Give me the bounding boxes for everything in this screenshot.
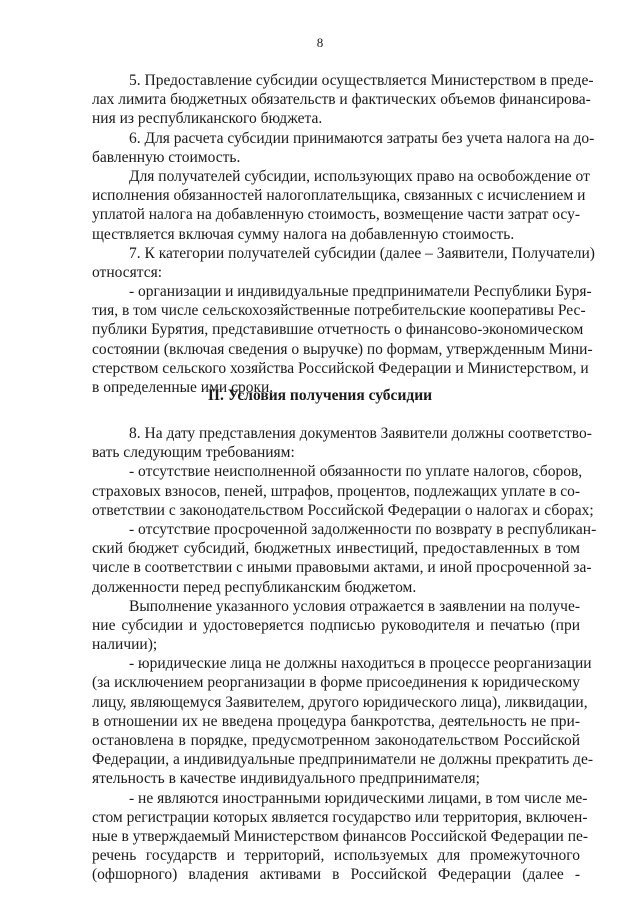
text-line: ние субсидии и удостоверяется подписью руководителя и печатью (при: [92, 616, 580, 634]
section-heading: II. Условия получения субсидии: [207, 387, 433, 404]
text-line: лицу, являющемуся Заявителем, другого юридического лица), ликвидации,: [92, 693, 588, 711]
text-line: стом регистрации которых является государство или территория, включен-: [92, 808, 588, 826]
text-line: Федерации, а индивидуальные предприниматели не должны прекратить де-: [92, 751, 593, 769]
text-line: бавленную стоимость.: [92, 148, 241, 166]
text-line: стерством сельского хозяйства Российской Федерации и Министерством, и: [92, 359, 589, 377]
text-line: числе в соответствии с иными правовыми актами, и иной просроченной за-: [92, 559, 592, 577]
text-line: долженности перед республиканским бюджетом.: [92, 578, 417, 596]
text-line: Для получателей субсидии, использующих право на освобождение от: [129, 167, 590, 185]
text-line: уплатой налога на добавленную стоимость, возмещение части затрат осу-: [92, 206, 580, 224]
text-line: ский бюджет субсидий, бюджетных инвестиций, предоставленных в том: [92, 540, 580, 558]
text-line: - отсутствие неисполненной обязанности по уплате налогов, сборов,: [129, 463, 583, 481]
text-line: остановлена в порядке, предусмотренном законодательством Российской: [92, 732, 580, 749]
text-line: страховых взносов, пеней, штрафов, процентов, подлежащих уплате в со-: [92, 482, 581, 500]
text-line: состоянии (включая сведения о выручке) по формам, утвержденным Мини-: [92, 340, 593, 358]
text-line: - не являются иностранными юридическими лицами, в том числе ме-: [129, 789, 588, 807]
text-line: 8. На дату представления документов Заявители должны соответство-: [129, 425, 592, 442]
text-line: 7. К категории получателей субсидии (далее – Заявители, Получатели): [129, 244, 595, 262]
text-line: (за исключением реорганизации в форме присоединения к юридическому: [92, 674, 580, 692]
text-line: ные в утверждаемый Министерством финансов Российской Федерации пе-: [92, 827, 589, 845]
text-line: ния из республиканского бюджета.: [92, 110, 323, 128]
text-line: публики Бурятия, представившие отчетность о финансово-экономическом: [92, 321, 584, 339]
text-line: лах лимита бюджетных обязательств и фактических объемов финансирова-: [92, 91, 591, 109]
text-line: в отношении их не введена процедура банкротства, деятельность не при-: [92, 712, 580, 730]
text-line: 5. Предоставление субсидии осуществляется Министерством в преде-: [129, 72, 594, 89]
text-line: - организации и индивидуальные предприниматели Республики Буря-: [129, 283, 592, 301]
text-line: речень государств и территорий, используемых для промежуточного: [92, 847, 580, 865]
text-line: Выполнение указанного условия отражается в заявлении на получе-: [129, 597, 580, 615]
page-number: 8: [316, 35, 324, 50]
section-1-body: [92, 71, 595, 397]
text-line: - отсутствие просроченной задолженности по возврату в республикан-: [129, 520, 597, 538]
text-line: 6. Для расчета субсидии принимаются затраты без учета налога на до-: [129, 129, 595, 147]
text-line: ществляется включая сумму налога на добавленную стоимость.: [92, 225, 515, 243]
text-line: тия, в том числе сельскохозяйственные потребительские кооперативы Рес-: [92, 302, 586, 320]
text-line: ятельность в качестве индивидуального предпринимателя;: [92, 770, 480, 788]
text-line: наличии);: [92, 636, 158, 654]
text-line: относятся:: [92, 263, 163, 281]
section-2-body: [92, 424, 597, 885]
text-line: вать следующим требованиям:: [92, 444, 295, 462]
text-line: (офшорного) владения активами в Российской Федерации (далее -: [92, 866, 580, 884]
text-line: в определенные ими сроки.: [92, 379, 274, 396]
text-line: ответствии с законодательством Российской Федерации о налогах и сборах;: [92, 501, 594, 519]
text-line: - юридические лица не должны находиться в процессе реорганизации: [129, 655, 592, 673]
text-line: исполнения обязанностей налогоплательщика, связанных с исчислением и: [92, 187, 586, 205]
